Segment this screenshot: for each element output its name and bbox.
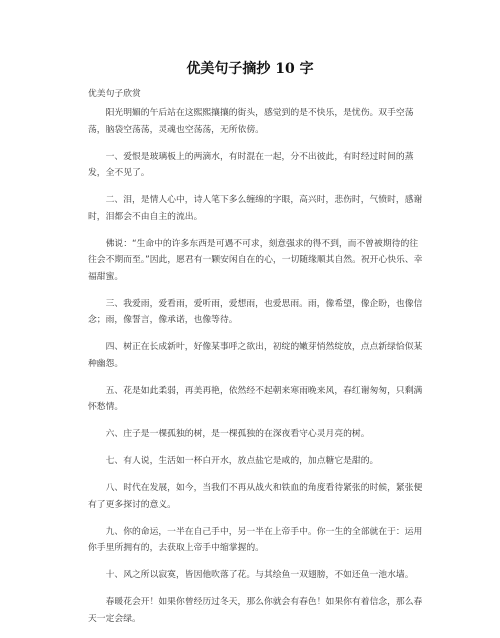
paragraph-9: 九、你的命运，一半在自己手中，另一半在上帝手中。你一生的全部就在于：运用你手里所拥有的，去获取上帝手中缩掌握的。 xyxy=(88,526,423,553)
paragraph-2: 二、泪，是情人心中，诗人笔下多么缠绵的字眼，高兴时，悲伤时，气愤时，感谢时，泪都会不由自主的流出。 xyxy=(88,195,423,222)
paragraph-buddha: 佛说：“生命中的许多东西是可遇不可求，刻意强求的得不到，而不曾被期待的往往会不期而至。”因此，愿君有一颗安闲自在的心，一切随缘顺其自然。祝开心快乐、幸福甜蜜。 xyxy=(88,238,423,282)
paragraph-3: 三、我爱雨，爱看雨，爱听雨，爱想雨，也爱思雨。雨，像希望，像企盼，也像信念；雨，像誓言，像承诺，也像等待。 xyxy=(88,298,423,325)
paragraph-1: 一、爱恨是玻璃板上的两滴水，有时混在一起，分不出彼此，有时经过时间的蒸发，全不见了。 xyxy=(88,151,414,178)
paragraph-7: 七、有人说，生活如一杯白开水，放点盐它是咸的，加点糖它是甜的。 xyxy=(105,456,379,466)
article-body xyxy=(88,105,426,638)
paragraph-spring: 春暖花会开！如果你曾经历过冬天，那么你就会有春色！如果你有着信念，那么春天一定会绿。 xyxy=(88,597,423,624)
paragraph-8: 八、时代在发展，如今，当我们不再从战火和铁血的角度看待紧张的时候，紧张便有了更多探讨的意义。 xyxy=(88,483,423,510)
paragraph-intro: 阳光明媚的午后站在这熙熙攘攘的街头，感觉到的是不快乐，是忧伤。双手空荡荡，脑袋空荡荡，灵魂也空荡荡，无所依傍。 xyxy=(88,108,414,135)
page-title: 优美句子摘抄 10 字 xyxy=(186,61,314,77)
paragraph-4: 四、树正在长成新叶，好像某事呼之欲出，初绽的嫩芽悄然绽放，点点新绿恰似某种幽怨。 xyxy=(88,342,423,369)
section-subtitle: 优美句子欣赏 xyxy=(88,89,141,99)
paragraph-10: 十、风之所以寂寞，皆因他吹落了花。与其绘鱼一双翅膀，不如还鱼一池水墙。 xyxy=(105,570,414,580)
paragraph-5: 五、花是如此柔弱，再美再艳，依然经不起朝来寒雨晚来风，春红谢匆匆，只剩满怀愁情。 xyxy=(88,385,423,412)
paragraph-6: 六、庄子是一棵孤独的树，是一棵孤独的在深夜看守心灵月亮的树。 xyxy=(105,429,370,439)
